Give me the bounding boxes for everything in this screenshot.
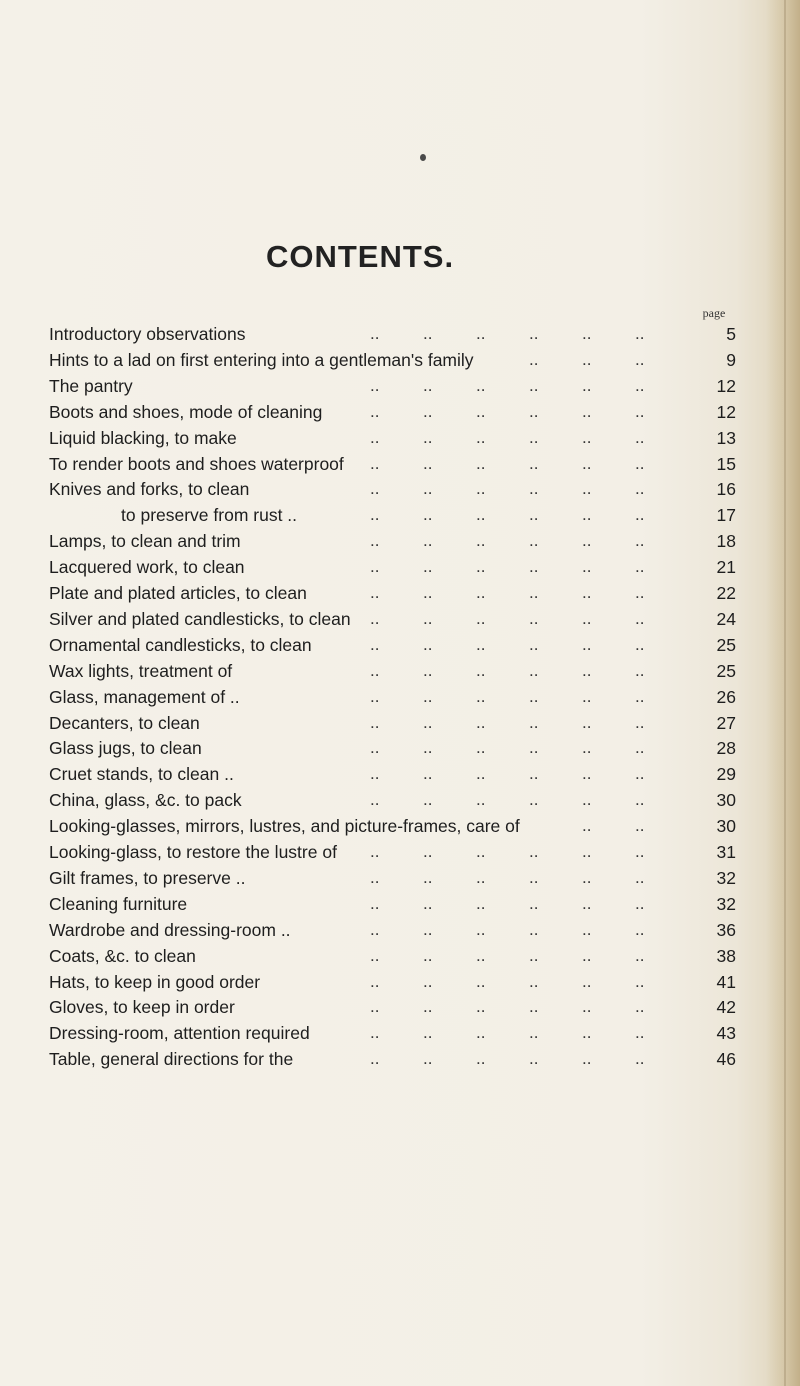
leader-dot: .. xyxy=(370,867,380,887)
leader-dot: .. xyxy=(423,583,433,602)
leader-dot: .. xyxy=(370,505,380,525)
toc-entry xyxy=(0,348,800,374)
toc-entry-page: 30 xyxy=(716,790,736,811)
leader-dot: .. xyxy=(582,531,592,551)
leader-dot: .. xyxy=(370,324,380,343)
leader-dot: .. xyxy=(582,1049,592,1069)
leader-dot: .. xyxy=(582,712,592,732)
toc-entry-page: 29 xyxy=(716,764,736,785)
leader-dot: .. xyxy=(476,945,486,965)
leader-dot: .. xyxy=(423,401,433,421)
leader-dot: .. xyxy=(476,479,486,499)
leader-dot: .. xyxy=(423,634,433,654)
toc-entry-title: Looking-glasses, mirrors, lustres, and picture-frames, care of xyxy=(49,816,520,837)
leader-dot: .. xyxy=(476,842,486,861)
leader-dot: .. xyxy=(476,453,486,473)
leader-dot: .. xyxy=(423,427,433,447)
leader-dot: .. xyxy=(529,634,539,654)
toc-entry xyxy=(0,503,800,529)
toc-entry-title: Hints to a lad on first entering into a gentleman's family xyxy=(49,349,474,370)
leader-dot: .. xyxy=(635,557,645,577)
toc-entry-title: Plate and plated articles, to clean xyxy=(49,583,307,603)
leader-dot: .. xyxy=(529,608,539,628)
leader-dot: .. xyxy=(635,738,645,758)
toc-entry-title: Knives and forks, to clean xyxy=(49,479,250,500)
leader-dot: .. xyxy=(476,427,486,447)
leader-dot: .. xyxy=(635,634,645,654)
leader-dot: .. xyxy=(635,479,645,499)
leader-dot: .. xyxy=(423,1049,433,1069)
leader-dot: .. xyxy=(423,867,433,887)
leader-dot: .. xyxy=(529,1023,539,1043)
leader-dot: .. xyxy=(635,531,645,551)
leader-dot: .. xyxy=(476,634,486,654)
leader-dot: .. xyxy=(582,453,592,473)
leader-dot: .. xyxy=(370,608,380,628)
leader-dot: .. xyxy=(635,686,645,706)
toc-entry-page: 31 xyxy=(716,842,736,862)
leader-dot: .. xyxy=(423,738,433,758)
leader-dot: .. xyxy=(635,842,645,861)
leader-dot: .. xyxy=(635,1049,645,1069)
toc-entry xyxy=(0,1021,800,1047)
leader-dot: .. xyxy=(370,738,380,758)
leader-dot: .. xyxy=(476,738,486,758)
toc-entry-title: Ornamental candlesticks, to clean xyxy=(49,634,312,655)
leader-dot: .. xyxy=(476,867,486,887)
page-title: CONTENTS. xyxy=(265,238,455,274)
toc-entry-title: Hats, to keep in good order xyxy=(49,971,261,992)
leader-dot: .. xyxy=(529,479,539,499)
leader-dot: .. xyxy=(582,634,592,654)
toc-entry-page: 32 xyxy=(716,867,736,888)
toc-entry xyxy=(0,452,800,478)
toc-entry-title: Introductory observations xyxy=(49,324,246,344)
leader-dot: .. xyxy=(582,349,592,369)
toc-entry xyxy=(0,374,800,400)
toc-entry-page: 17 xyxy=(716,505,736,526)
toc-entry xyxy=(0,892,800,918)
leader-dot: .. xyxy=(370,427,380,447)
toc-entry-page: 9 xyxy=(726,349,736,370)
leader-dot: .. xyxy=(635,816,645,836)
leader-dot: .. xyxy=(529,557,539,577)
leader-dot: .. xyxy=(582,505,592,525)
leader-dot: .. xyxy=(529,375,539,395)
leader-dot: .. xyxy=(370,557,380,577)
leader-dot: .. xyxy=(529,790,539,810)
leader-dot: .. xyxy=(476,401,486,421)
toc-entry-page: 28 xyxy=(716,738,736,759)
leader-dot: .. xyxy=(370,375,380,395)
leader-dot: .. xyxy=(529,324,539,343)
leader-dot: .. xyxy=(476,531,486,551)
leader-dot: .. xyxy=(529,1049,539,1069)
toc-entry xyxy=(0,995,800,1021)
page-column-label: page xyxy=(702,306,726,320)
toc-entry-page: 15 xyxy=(716,453,736,474)
leader-dot: .. xyxy=(529,349,539,369)
toc-entry-page: 13 xyxy=(716,427,736,448)
leader-dot: .. xyxy=(582,790,592,810)
toc-entry-title: Glass, management of .. xyxy=(49,686,240,707)
toc-entry-page: 32 xyxy=(716,893,736,914)
toc-entry xyxy=(0,529,800,555)
leader-dot: .. xyxy=(529,505,539,525)
toc-entry xyxy=(0,477,800,503)
leader-dot: .. xyxy=(582,738,592,758)
leader-dot: .. xyxy=(476,608,486,628)
toc-entry-page: 5 xyxy=(726,324,736,344)
leader-dot: .. xyxy=(582,867,592,887)
toc-entry-page: 21 xyxy=(716,557,736,578)
leader-dot: .. xyxy=(582,660,592,680)
leader-dot: .. xyxy=(529,919,539,939)
leader-dot: .. xyxy=(476,997,486,1017)
leader-dot: .. xyxy=(529,660,539,680)
leader-dot: .. xyxy=(423,971,433,991)
toc-entry-page: 25 xyxy=(716,660,736,681)
toc-entry xyxy=(0,840,800,866)
leader-dot: .. xyxy=(529,842,539,861)
leader-dot: .. xyxy=(476,919,486,939)
toc-entry-title: Dressing-room, attention required xyxy=(49,1023,310,1044)
leader-dot: .. xyxy=(423,686,433,706)
toc-entry-page: 42 xyxy=(716,997,736,1018)
leader-dot: .. xyxy=(423,997,433,1017)
toc-entry-title: China, glass, &c. to pack xyxy=(49,790,242,811)
toc-entry-title: Cleaning furniture xyxy=(49,893,188,914)
toc-entry-title: Lamps, to clean and trim xyxy=(49,531,241,552)
toc-entry xyxy=(0,659,800,685)
toc-entry xyxy=(0,866,800,892)
leader-dot: .. xyxy=(370,971,380,991)
toc-entry-title: Coats, &c. to clean xyxy=(49,945,196,966)
toc-entry-page: 43 xyxy=(716,1023,736,1044)
leader-dot: .. xyxy=(529,997,539,1017)
leader-dot: .. xyxy=(582,583,592,602)
leader-dot: .. xyxy=(635,401,645,421)
leader-dot: .. xyxy=(476,790,486,810)
leader-dot: .. xyxy=(529,867,539,887)
toc-entry xyxy=(0,426,800,452)
leader-dot: .. xyxy=(635,453,645,473)
leader-dot: .. xyxy=(529,401,539,421)
leader-dot: .. xyxy=(582,608,592,628)
toc-entry-title: Liquid blacking, to make xyxy=(49,427,237,448)
toc-entry-title: Silver and plated candlesticks, to clean xyxy=(49,608,351,629)
leader-dot: .. xyxy=(476,505,486,525)
toc-entry-title: Boots and shoes, mode of cleaning xyxy=(49,401,323,422)
leader-dot: .. xyxy=(529,531,539,551)
toc-entry-page: 12 xyxy=(716,375,736,396)
toc-entry-page: 30 xyxy=(716,816,736,837)
leader-dot: .. xyxy=(635,375,645,395)
leader-dot: .. xyxy=(635,945,645,965)
leader-dot: .. xyxy=(423,764,433,784)
toc-entry xyxy=(0,581,800,607)
leader-dot: .. xyxy=(476,712,486,732)
toc-entry-title: Gloves, to keep in order xyxy=(49,997,235,1018)
toc-entry-page: 46 xyxy=(716,1049,736,1070)
leader-dot: .. xyxy=(423,505,433,525)
leader-dot: .. xyxy=(423,531,433,551)
leader-dot: .. xyxy=(635,997,645,1017)
leader-dot: .. xyxy=(476,893,486,913)
toc-entry xyxy=(0,711,800,737)
leader-dot: .. xyxy=(582,324,592,343)
leader-dot: .. xyxy=(635,324,645,343)
leader-dot: .. xyxy=(635,764,645,784)
leader-dot: .. xyxy=(423,712,433,732)
leader-dot: .. xyxy=(582,764,592,784)
leader-dot: .. xyxy=(370,1023,380,1043)
toc-entry xyxy=(0,322,800,348)
toc-entry-page: 22 xyxy=(716,583,736,603)
toc-entry xyxy=(0,788,800,814)
toc-entry xyxy=(0,1047,800,1073)
leader-dot: .. xyxy=(370,686,380,706)
leader-dot: .. xyxy=(582,893,592,913)
leader-dot: .. xyxy=(582,401,592,421)
leader-dot: .. xyxy=(529,453,539,473)
leader-dot: .. xyxy=(370,634,380,654)
leader-dot: .. xyxy=(370,945,380,965)
leader-dot: .. xyxy=(370,893,380,913)
leader-dot: .. xyxy=(635,505,645,525)
leader-dot: .. xyxy=(582,375,592,395)
leader-dot: .. xyxy=(582,479,592,499)
leader-dot: .. xyxy=(529,712,539,732)
leader-dot: .. xyxy=(635,971,645,991)
leader-dot: .. xyxy=(370,531,380,551)
leader-dot: .. xyxy=(529,686,539,706)
toc-entry-title: The pantry xyxy=(49,375,133,396)
toc-entry-page: 18 xyxy=(716,531,736,552)
leader-dot: .. xyxy=(476,660,486,680)
leader-dot: .. xyxy=(370,401,380,421)
leader-dot: .. xyxy=(370,919,380,939)
leader-dot: .. xyxy=(476,324,486,343)
toc-entry-page: 36 xyxy=(716,919,736,940)
toc-entry-title: Gilt frames, to preserve .. xyxy=(49,867,246,888)
leader-dot: .. xyxy=(370,453,380,473)
leader-dot: .. xyxy=(635,660,645,680)
leader-dot: .. xyxy=(370,712,380,732)
leader-dot: .. xyxy=(370,583,380,602)
leader-dot: .. xyxy=(529,427,539,447)
leader-dot: .. xyxy=(370,1049,380,1069)
leader-dot: .. xyxy=(582,686,592,706)
leader-dot: .. xyxy=(370,790,380,810)
toc-entry-page: 41 xyxy=(716,971,736,992)
leader-dot: .. xyxy=(635,712,645,732)
toc-entry-title: Table, general directions for the xyxy=(49,1049,294,1070)
leader-dot: .. xyxy=(582,816,592,836)
toc-entry-title: Looking-glass, to restore the lustre of xyxy=(49,842,337,862)
leader-dot: .. xyxy=(370,660,380,680)
leader-dot: .. xyxy=(529,583,539,602)
toc-entry-title: to preserve from rust .. xyxy=(121,505,298,526)
toc-entry xyxy=(0,918,800,944)
leader-dot: .. xyxy=(476,375,486,395)
leader-dot: .. xyxy=(423,557,433,577)
leader-dot: .. xyxy=(476,686,486,706)
leader-dot: .. xyxy=(423,660,433,680)
toc-entry-page: 26 xyxy=(716,686,736,707)
leader-dot: .. xyxy=(635,893,645,913)
leader-dot: .. xyxy=(582,971,592,991)
leader-dot: .. xyxy=(635,608,645,628)
leader-dot: .. xyxy=(582,557,592,577)
leader-dot: .. xyxy=(582,842,592,861)
toc-entry-page: 16 xyxy=(716,479,736,500)
leader-dot: .. xyxy=(476,557,486,577)
leader-dot: .. xyxy=(370,997,380,1017)
leader-dot: .. xyxy=(476,971,486,991)
leader-dot: .. xyxy=(423,1023,433,1043)
leader-dot: .. xyxy=(423,945,433,965)
leader-dot: .. xyxy=(423,375,433,395)
toc-entry xyxy=(0,400,800,426)
leader-dot: .. xyxy=(635,790,645,810)
leader-dot: .. xyxy=(582,997,592,1017)
leader-dot: .. xyxy=(370,764,380,784)
leader-dot: .. xyxy=(635,427,645,447)
leader-dot: .. xyxy=(476,583,486,602)
leader-dot: .. xyxy=(529,945,539,965)
toc-entry-page: 38 xyxy=(716,945,736,966)
toc-entry xyxy=(0,970,800,996)
toc-entry xyxy=(0,762,800,788)
toc-entry-title: Glass jugs, to clean xyxy=(49,738,202,759)
leader-dot: .. xyxy=(423,919,433,939)
leader-dot: .. xyxy=(423,893,433,913)
leader-dot: .. xyxy=(529,971,539,991)
leader-dot: .. xyxy=(582,1023,592,1043)
leader-dot: .. xyxy=(635,583,645,602)
leader-dot: .. xyxy=(423,608,433,628)
leader-dot: .. xyxy=(529,893,539,913)
toc-entry-title: Wax lights, treatment of xyxy=(49,660,233,681)
leader-dot: .. xyxy=(582,427,592,447)
leader-dot: .. xyxy=(635,349,645,369)
toc-entry-title: Lacquered work, to clean xyxy=(49,557,245,578)
leader-dot: .. xyxy=(370,479,380,499)
leader-dot: .. xyxy=(423,842,433,861)
leader-dot: .. xyxy=(582,919,592,939)
leader-dot: .. xyxy=(423,479,433,499)
toc-entry-title: Decanters, to clean xyxy=(49,712,200,733)
leader-dot: .. xyxy=(423,790,433,810)
leader-dot: .. xyxy=(635,867,645,887)
toc-entry-page: 27 xyxy=(716,712,736,733)
toc-entry xyxy=(0,633,800,659)
leader-dot: .. xyxy=(370,842,380,861)
toc-entry-title: To render boots and shoes waterproof xyxy=(49,453,344,474)
toc-entry xyxy=(0,736,800,762)
leader-dot: .. xyxy=(635,1023,645,1043)
toc-entry-page: 12 xyxy=(716,401,736,422)
leader-dot: .. xyxy=(423,453,433,473)
leader-dot: .. xyxy=(476,764,486,784)
toc-entry xyxy=(0,555,800,581)
leader-dot: .. xyxy=(476,1049,486,1069)
toc-entry xyxy=(0,944,800,970)
leader-dot: .. xyxy=(529,738,539,758)
toc-entry xyxy=(0,814,800,840)
leader-dot: .. xyxy=(529,764,539,784)
leader-dot: .. xyxy=(423,324,433,343)
toc-entry-title: Cruet stands, to clean .. xyxy=(49,764,234,785)
toc-entry-page: 25 xyxy=(716,634,736,655)
toc-entry xyxy=(0,607,800,633)
toc-entry xyxy=(0,685,800,711)
leader-dot: .. xyxy=(582,945,592,965)
toc-entry-title: Wardrobe and dressing-room .. xyxy=(49,919,291,940)
leader-dot: .. xyxy=(635,919,645,939)
leader-dot: .. xyxy=(476,1023,486,1043)
toc-entry-page: 24 xyxy=(716,608,736,629)
